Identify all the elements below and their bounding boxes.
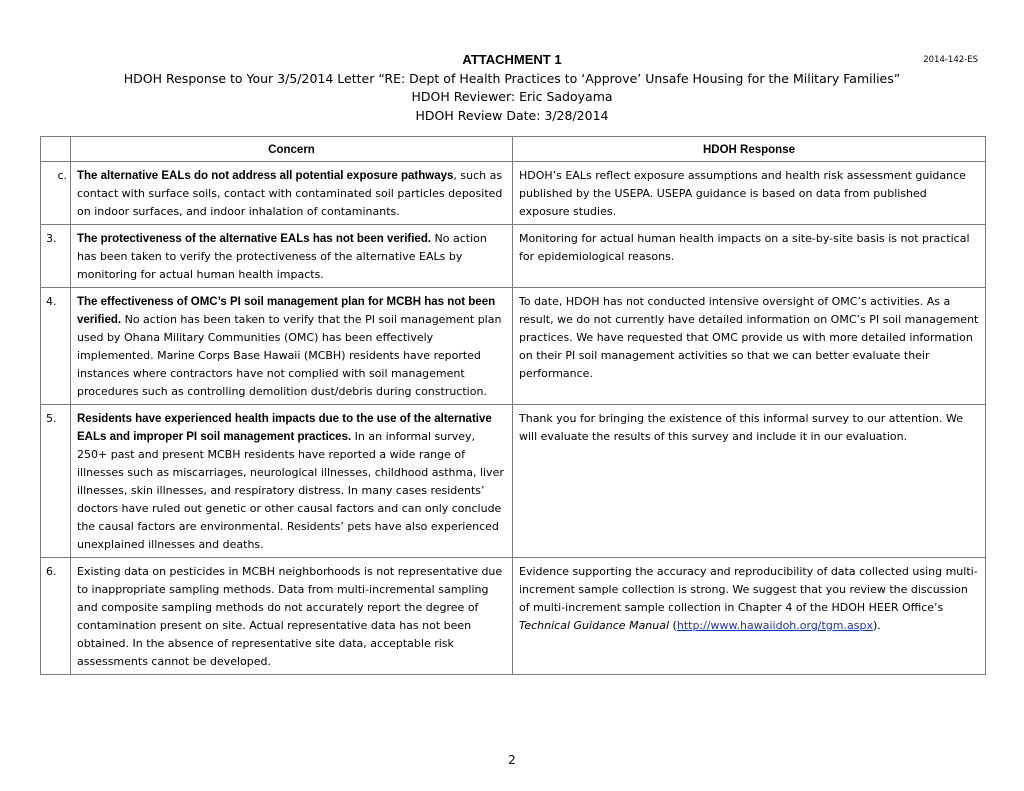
response-text: HDOH’s EALs reflect exposure assumptions and health risk assessment guidance published by the USEPA. USEPA guidance is based on data from published exposure studies.	[519, 169, 966, 218]
concern-text: Existing data on pesticides in MCBH neighborhoods is not representative due to inappropriate sampling methods. Data from multi-incremental sampling and composite sampling methods do not accurately report the degree of contamination present on site. Actual representative data has not been obtained. In the absence of representative site data, acceptable risk assessments cannot be developed.	[77, 565, 503, 668]
response-text: Evidence supporting the accuracy and reproducibility of data collected using multi-increment sample collection is strong. We suggest that you review the discussion of multi-increment sample collection in Chapter 4 of the HDOH HEER Office’s	[519, 565, 978, 614]
table-row	[41, 288, 986, 405]
concern-cell	[71, 225, 513, 288]
row-number: 5.	[41, 405, 71, 558]
response-text: Thank you for bringing the existence of this informal survey to our attention. We will evaluate the results of this survey and include it in our evaluation.	[519, 412, 963, 443]
document-id: 2014-142-ES	[923, 55, 978, 65]
concern-cell	[71, 162, 513, 225]
column-header-number	[41, 137, 71, 162]
response-table	[40, 136, 986, 675]
table-row	[41, 225, 986, 288]
response-cell	[513, 405, 986, 558]
concern-cell	[71, 405, 513, 558]
page-subtitle: HDOH Response to Your 3/5/2014 Letter “RE: Dept of Health Practices to ‘Approve’ Unsafe Housing for the Military Families”	[123, 70, 901, 86]
tgm-link[interactable]: http://www.hawaiidoh.org/tgm.aspx	[676, 619, 873, 632]
column-header-concern: Concern	[71, 137, 513, 162]
concern-heading: The effectiveness of OMC’s PI soil management plan for MCBH has not been verified.	[77, 296, 496, 326]
concern-text: No action has been taken to verify the protectiveness of the alternative EALs by monitoring for actual human health impacts.	[77, 232, 487, 281]
concern-text: In an informal survey, 250+ past and present MCBH residents have reported a wide range of illnesses such as miscarriages, neurological illnesses, childhood asthma, liver illnesses, skin illnesses, and respiratory distress. In many cases residents’ doctors have ruled out genetic or other causal factors and can only conclude the causal factors are environmental. Residents’ pets have also experienced unexplained illnesses and deaths.	[77, 430, 504, 551]
concern-cell	[71, 558, 513, 675]
response-text: Monitoring for actual human health impacts on a site-by-site basis is not practical for epidemiological reasons.	[519, 232, 970, 263]
table-row	[41, 558, 986, 675]
response-cell	[513, 162, 986, 225]
table-row	[41, 162, 986, 225]
row-number: c.	[41, 162, 71, 225]
paren-close: ).	[872, 619, 881, 632]
row-number: 3.	[41, 225, 71, 288]
paren-open: (	[669, 619, 677, 632]
response-cell	[513, 558, 986, 675]
concern-heading: Residents have experienced health impacts due to the use of the alternative EALs and improper PI soil management practices.	[77, 413, 492, 443]
row-number: 4.	[41, 288, 71, 405]
response-cell	[513, 225, 986, 288]
manual-title: Technical Guidance Manual	[519, 619, 670, 632]
concern-text: No action has been taken to verify that the PI soil management plan used by Ohana Military Communities (OMC) has been effectively implemented. Marine Corps Base Hawaii (MCBH) residents have reported instances where contractors have not complied with soil management procedures such as controlling demolition dust/debris during construction.	[77, 313, 502, 398]
table-header-row	[41, 137, 986, 162]
concern-heading: The alternative EALs do not address all potential exposure pathways	[77, 170, 454, 182]
page-title: ATTACHMENT 1	[462, 52, 562, 67]
reviewer-line: HDOH Reviewer: Eric Sadoyama	[411, 89, 613, 104]
title-block	[0, 51, 1024, 125]
concern-cell	[71, 288, 513, 405]
concern-text: , such as contact with surface soils, contact with contaminated soil particles deposited on indoor surfaces, and indoor inhalation of contaminants.	[77, 169, 503, 218]
column-header-response: HDOH Response	[513, 137, 986, 162]
response-cell	[513, 288, 986, 405]
row-number: 6.	[41, 558, 71, 675]
review-date-line: HDOH Review Date: 3/28/2014	[415, 107, 609, 123]
concern-heading: The protectiveness of the alternative EALs has not been verified.	[77, 233, 432, 245]
page-number: 2	[508, 753, 516, 767]
table-row	[41, 405, 986, 558]
response-text: To date, HDOH has not conducted intensive oversight of OMC’s activities. As a result, we do not currently have detailed information on OMC’s PI soil management practices. We have requested that OMC provide us with more detailed information on their PI soil management activities so that we can better evaluate their performance.	[519, 295, 979, 380]
